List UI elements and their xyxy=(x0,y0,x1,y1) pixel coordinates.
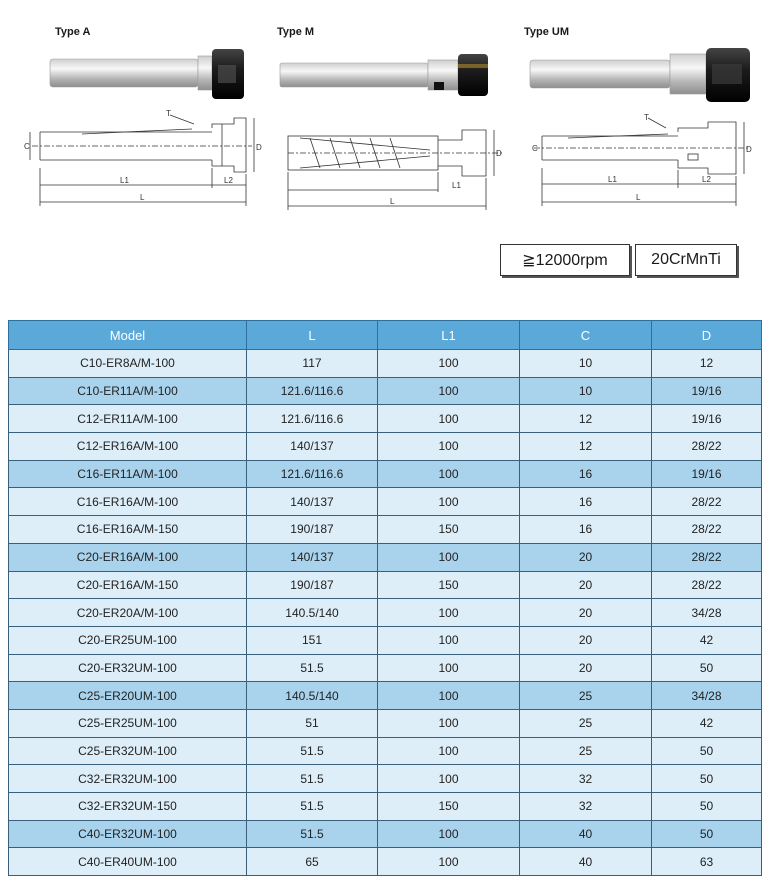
cell-d: 34/28 xyxy=(652,599,762,627)
table-body xyxy=(9,350,762,876)
type-um-dim-label-l: L xyxy=(636,193,641,202)
cell-c: 40 xyxy=(520,820,652,848)
table-row xyxy=(9,488,762,516)
type-a-product-photo xyxy=(48,45,248,105)
table-row xyxy=(9,709,762,737)
cell-model: C10-ER11A/M-100 xyxy=(9,377,247,405)
cell-l: 117 xyxy=(247,350,378,378)
table-row xyxy=(9,405,762,433)
cell-c: 16 xyxy=(520,516,652,544)
cell-l1: 100 xyxy=(378,433,520,461)
dim-label-l2: L2 xyxy=(224,176,233,185)
cell-d: 28/22 xyxy=(652,433,762,461)
cell-l: 190/187 xyxy=(247,571,378,599)
cell-d: 12 xyxy=(652,350,762,378)
type-um-dim-label-t: T xyxy=(644,113,649,122)
cell-d: 28/22 xyxy=(652,516,762,544)
cell-l1: 150 xyxy=(378,793,520,821)
cell-d: 42 xyxy=(652,709,762,737)
table-header-row xyxy=(9,321,762,350)
table-row xyxy=(9,377,762,405)
cell-c: 20 xyxy=(520,543,652,571)
type-m-technical-drawing xyxy=(280,120,512,212)
table-row xyxy=(9,737,762,765)
type-um-dim-label-l2: L2 xyxy=(702,175,711,184)
type-um-dim-label-d: D xyxy=(746,145,752,154)
table-row xyxy=(9,433,762,461)
cell-l: 190/187 xyxy=(247,516,378,544)
type-um-product-photo xyxy=(528,46,754,104)
table-row xyxy=(9,682,762,710)
type-um-dim-label-l1: L1 xyxy=(608,175,617,184)
cell-l1: 100 xyxy=(378,737,520,765)
cell-model: C12-ER16A/M-100 xyxy=(9,433,247,461)
type-a-technical-drawing xyxy=(22,110,262,210)
type-m-title: Type M xyxy=(277,26,315,38)
cell-c: 20 xyxy=(520,571,652,599)
cell-d: 50 xyxy=(652,737,762,765)
type-m-dim-label-l1: L1 xyxy=(452,181,461,190)
spec-table xyxy=(8,320,762,876)
table-row xyxy=(9,516,762,544)
cell-d: 50 xyxy=(652,820,762,848)
table-row xyxy=(9,820,762,848)
cell-c: 16 xyxy=(520,488,652,516)
dim-label-l: L xyxy=(140,193,145,202)
cell-model: C32-ER32UM-150 xyxy=(9,793,247,821)
cell-model: C25-ER25UM-100 xyxy=(9,709,247,737)
cell-model: C32-ER32UM-100 xyxy=(9,765,247,793)
table-row xyxy=(9,765,762,793)
cell-l1: 150 xyxy=(378,516,520,544)
cell-l1: 100 xyxy=(378,377,520,405)
cell-d: 28/22 xyxy=(652,571,762,599)
cell-l1: 100 xyxy=(378,765,520,793)
cell-model: C20-ER20A/M-100 xyxy=(9,599,247,627)
cell-model: C12-ER11A/M-100 xyxy=(9,405,247,433)
cell-l1: 100 xyxy=(378,488,520,516)
cell-c: 20 xyxy=(520,626,652,654)
dim-label-d: D xyxy=(256,143,262,152)
cell-d: 28/22 xyxy=(652,488,762,516)
cell-l1: 100 xyxy=(378,460,520,488)
cell-c: 12 xyxy=(520,433,652,461)
cell-d: 42 xyxy=(652,626,762,654)
type-um-dim-label-c: C xyxy=(532,144,538,153)
cell-c: 40 xyxy=(520,848,652,876)
cell-l: 51.5 xyxy=(247,765,378,793)
header-model: Model xyxy=(9,321,247,350)
cell-l: 51.5 xyxy=(247,820,378,848)
cell-l: 151 xyxy=(247,626,378,654)
cell-l1: 100 xyxy=(378,350,520,378)
table-row xyxy=(9,543,762,571)
cell-c: 32 xyxy=(520,793,652,821)
cell-model: C16-ER16A/M-100 xyxy=(9,488,247,516)
header-d: D xyxy=(652,321,762,350)
cell-c: 16 xyxy=(520,460,652,488)
cell-l: 51.5 xyxy=(247,654,378,682)
cell-l1: 100 xyxy=(378,543,520,571)
table-row xyxy=(9,848,762,876)
table-row xyxy=(9,350,762,378)
cell-c: 25 xyxy=(520,737,652,765)
cell-d: 50 xyxy=(652,793,762,821)
cell-l: 140.5/140 xyxy=(247,682,378,710)
cell-l1: 100 xyxy=(378,654,520,682)
cell-c: 25 xyxy=(520,709,652,737)
table-row xyxy=(9,626,762,654)
cell-l1: 100 xyxy=(378,820,520,848)
cell-l1: 100 xyxy=(378,682,520,710)
type-um-title: Type UM xyxy=(524,26,570,38)
cell-c: 12 xyxy=(520,405,652,433)
cell-c: 10 xyxy=(520,377,652,405)
cell-l: 140.5/140 xyxy=(247,599,378,627)
table-row xyxy=(9,654,762,682)
cell-l1: 100 xyxy=(378,848,520,876)
header-c: C xyxy=(520,321,652,350)
header-l: L xyxy=(247,321,378,350)
cell-l1: 100 xyxy=(378,626,520,654)
cell-model: C20-ER16A/M-150 xyxy=(9,571,247,599)
cell-d: 19/16 xyxy=(652,405,762,433)
cell-model: C25-ER32UM-100 xyxy=(9,737,247,765)
cell-l1: 100 xyxy=(378,405,520,433)
cell-l: 51.5 xyxy=(247,737,378,765)
type-m-product-photo xyxy=(278,52,488,102)
cell-l: 121.6/116.6 xyxy=(247,460,378,488)
table-row xyxy=(9,571,762,599)
cell-d: 63 xyxy=(652,848,762,876)
cell-c: 10 xyxy=(520,350,652,378)
cell-l: 140/137 xyxy=(247,543,378,571)
cell-l: 121.6/116.6 xyxy=(247,405,378,433)
cell-model: C20-ER32UM-100 xyxy=(9,654,247,682)
table-row xyxy=(9,793,762,821)
cell-c: 32 xyxy=(520,765,652,793)
material-spec-box: 20CrMnTi xyxy=(635,244,737,276)
cell-d: 19/16 xyxy=(652,460,762,488)
cell-model: C10-ER8A/M-100 xyxy=(9,350,247,378)
speed-spec-box: ≧12000rpm xyxy=(500,244,630,276)
cell-d: 28/22 xyxy=(652,543,762,571)
cell-c: 25 xyxy=(520,682,652,710)
cell-model: C16-ER11A/M-100 xyxy=(9,460,247,488)
cell-model: C20-ER16A/M-100 xyxy=(9,543,247,571)
type-um-technical-drawing xyxy=(528,112,756,210)
table-row xyxy=(9,460,762,488)
cell-d: 34/28 xyxy=(652,682,762,710)
cell-d: 50 xyxy=(652,765,762,793)
table-row xyxy=(9,599,762,627)
dim-label-l1: L1 xyxy=(120,176,129,185)
cell-l1: 150 xyxy=(378,571,520,599)
header-l1: L1 xyxy=(378,321,520,350)
cell-d: 19/16 xyxy=(652,377,762,405)
cell-l: 121.6/116.6 xyxy=(247,377,378,405)
cell-l1: 100 xyxy=(378,709,520,737)
cell-l: 51.5 xyxy=(247,793,378,821)
cell-d: 50 xyxy=(652,654,762,682)
cell-l1: 100 xyxy=(378,599,520,627)
type-m-dim-label-d: D xyxy=(496,149,502,158)
dim-label-t: T xyxy=(166,110,171,118)
cell-model: C16-ER16A/M-150 xyxy=(9,516,247,544)
cell-l: 65 xyxy=(247,848,378,876)
cell-model: C40-ER40UM-100 xyxy=(9,848,247,876)
cell-c: 20 xyxy=(520,599,652,627)
cell-l: 140/137 xyxy=(247,488,378,516)
type-a-title: Type A xyxy=(55,26,91,38)
dim-label-c: C xyxy=(24,142,30,151)
cell-model: C25-ER20UM-100 xyxy=(9,682,247,710)
cell-l: 51 xyxy=(247,709,378,737)
cell-model: C40-ER32UM-100 xyxy=(9,820,247,848)
cell-model: C20-ER25UM-100 xyxy=(9,626,247,654)
cell-c: 20 xyxy=(520,654,652,682)
cell-l: 140/137 xyxy=(247,433,378,461)
type-m-dim-label-l: L xyxy=(390,197,395,206)
